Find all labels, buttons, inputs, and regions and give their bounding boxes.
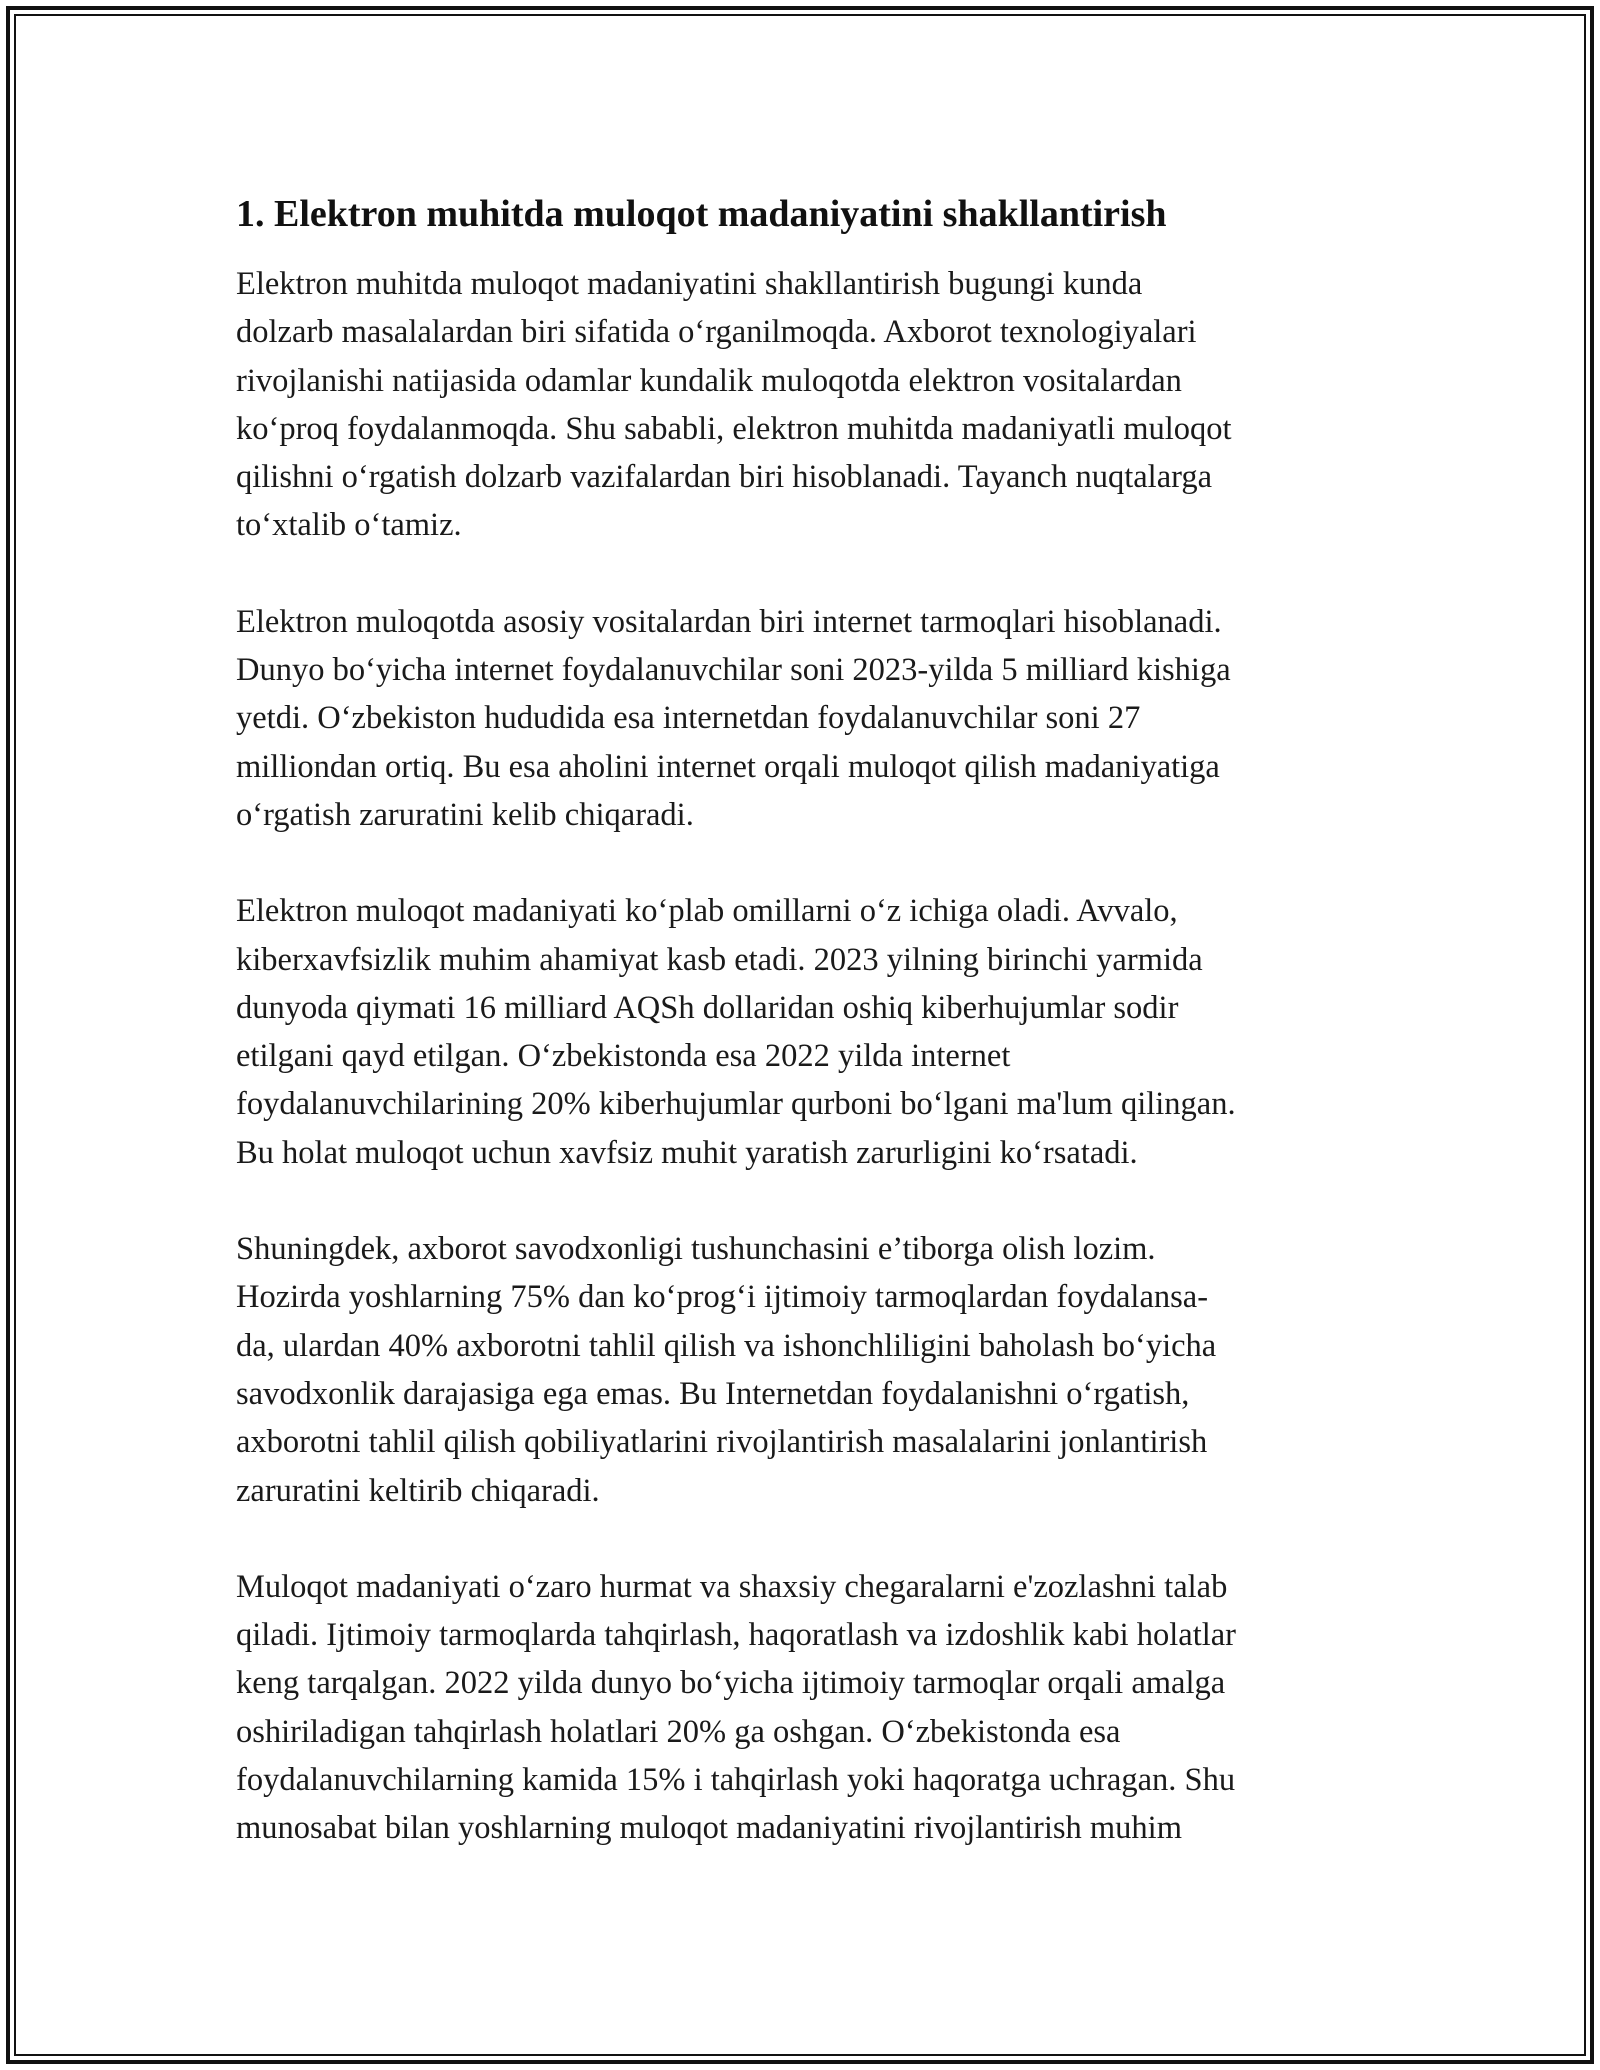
text-line: axborotni tahlil qilish qobiliyatlarini rivojlantirish masalalarini jonlantirish (236, 1424, 1208, 1461)
text-line: da, ulardan 40% axborotni tahlil qilish va ishonchliligini baholash bo‘yicha (236, 1327, 1217, 1364)
text-line: kiberxavfsizlik muhim ahamiyat kasb etadi. 2023 yilning birinchi yarmida (236, 941, 1203, 978)
paragraph-1 (236, 260, 1366, 550)
text-line: Bu holat muloqot uchun xavfsiz muhit yaratish zarurligini ko‘rsatadi. (236, 1134, 1138, 1171)
text-line: savodxonlik darajasiga ega emas. Bu Internetdan foydalanishni o‘rgatish, (236, 1375, 1190, 1412)
text-line: yetdi. O‘zbekiston hududida esa internetdan foydalanuvchilar soni 27 (236, 700, 1141, 737)
section-heading: 1. Elektron muhitda muloqot madaniyatini shakllantirish (236, 193, 1167, 235)
text-line: milliondan ortiq. Bu esa aholini internet orqali muloqot qilish madaniyatiga (236, 748, 1220, 785)
text-line: keng tarqalgan. 2022 yilda dunyo bo‘yicha ijtimoiy tarmoqlar orqali amalga (236, 1665, 1226, 1702)
text-line: Muloqot madaniyati o‘zaro hurmat va shaxsiy chegaralarni e'zozlashni talab (236, 1568, 1228, 1605)
text-line: Shuningdek, axborot savodxonligi tushunchasini e’tiborga olish lozim. (236, 1231, 1156, 1268)
text-line: Elektron muloqotda asosiy vositalardan biri internet tarmoqlari hisoblanadi. (236, 603, 1222, 640)
text-line: Elektron muloqot madaniyati ko‘plab omillarni o‘z ichiga oladi. Avvalo, (236, 893, 1178, 930)
text-line: o‘rgatish zaruratini kelib chiqaradi. (236, 796, 694, 833)
text-line: qilishni o‘rgatish dolzarb vazifalardan biri hisoblanadi. Tayanch nuqtalarga (236, 459, 1213, 496)
text-line: ko‘proq foydalanmoqda. Shu sababli, elektron muhitda madaniyatli muloqot (236, 410, 1232, 447)
text-line: qiladi. Ijtimoiy tarmoqlarda tahqirlash, haqoratlash va izdoshlik kabi holatlar (236, 1617, 1237, 1654)
text-line: Elektron muhitda muloqot madaniyatini shakllantirish bugungi kunda (236, 266, 1143, 302)
text-line: to‘xtalib o‘tamiz. (236, 507, 462, 544)
text-line: zaruratini keltirib chiqaradi. (236, 1472, 600, 1509)
text-line: foydalanuvchilarining 20% kiberhujumlar qurboni bo‘lgani ma'lum qilingan. (236, 1086, 1236, 1123)
paragraph-5 (236, 1563, 1366, 1853)
text-line: foydalanuvchilarning kamida 15% i tahqirlash yoki haqoratga uchragan. Shu (236, 1762, 1236, 1799)
text-line: munosabat bilan yoshlarning muloqot madaniyatini rivojlantirish muhim (236, 1810, 1182, 1847)
text-line: oshiriladigan tahqirlash holatlari 20% ga oshgan. O‘zbekistonda esa (236, 1713, 1121, 1750)
paragraph-2 (236, 598, 1366, 839)
text-line: dunyoda qiymati 16 milliard AQSh dollaridan oshiq kiberhujumlar sodir (236, 989, 1179, 1026)
paragraph-3 (236, 887, 1366, 1177)
paragraph-4 (236, 1225, 1366, 1515)
text-line: etilgani qayd etilgan. O‘zbekistonda esa 2022 yilda internet (236, 1038, 1011, 1075)
text-line: Dunyo bo‘yicha internet foydalanuvchilar soni 2023-yilda 5 milliard kishiga (236, 652, 1231, 689)
document-body (236, 186, 1366, 1901)
text-line: dolzarb masalalardan biri sifatida o‘rganilmoqda. Axborot texnologiyalari (236, 314, 1197, 351)
text-line: Hozirda yoshlarning 75% dan ko‘prog‘i ijtimoiy tarmoqlardan foydalansa- (236, 1279, 1209, 1316)
paragraph-list (236, 260, 1366, 1853)
text-line: rivojlanishi natijasida odamlar kundalik muloqotda elektron vositalardan (236, 362, 1182, 399)
